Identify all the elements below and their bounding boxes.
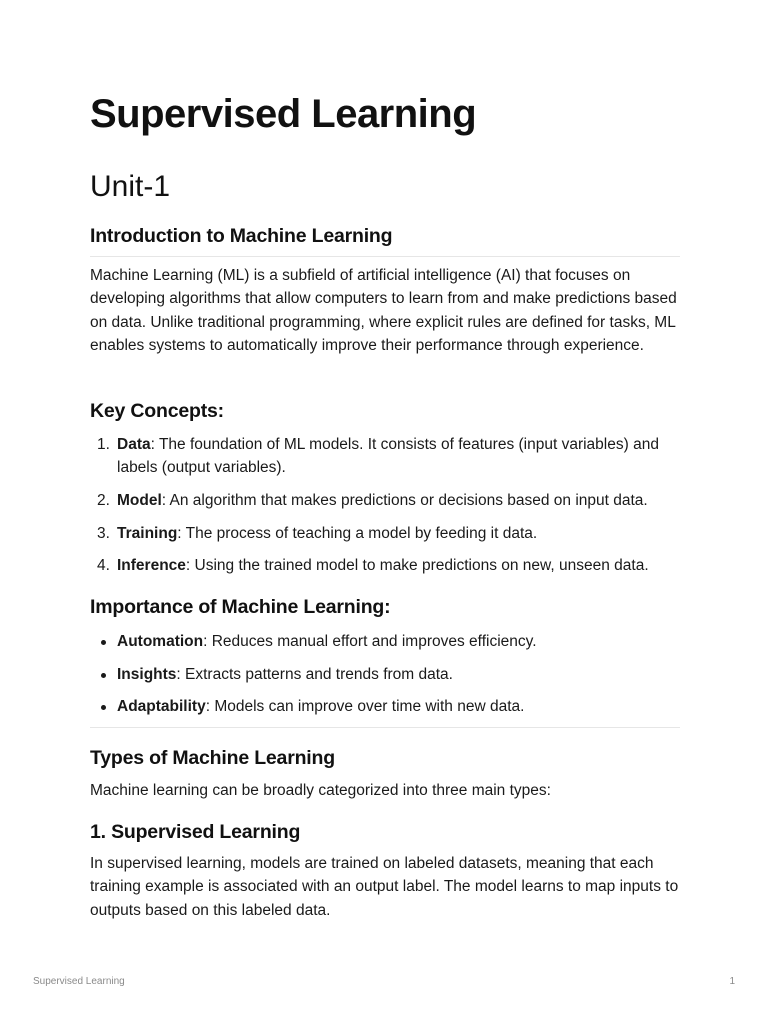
list-item (90, 695, 680, 718)
list-item (90, 522, 680, 555)
intro-body (90, 264, 680, 358)
supervised-heading: 1. Supervised Learning (90, 821, 301, 843)
importance-heading: Importance of Machine Learning: (90, 596, 391, 618)
key-concepts-heading: Key Concepts: (90, 400, 224, 422)
intro-section (90, 225, 680, 248)
list-number: 1. (97, 436, 110, 453)
key-concepts-list (90, 433, 680, 577)
list-text: : Reduces manual effort and improves efficiency. (203, 633, 537, 650)
bullet-dot (101, 673, 106, 678)
list-text: : Models can improve over time with new data. (205, 698, 525, 715)
list-term: Automation (117, 633, 204, 650)
list-text: : The process of teaching a model by feeding it data. (177, 524, 538, 542)
supervised-body (90, 852, 680, 922)
intro-divider (90, 256, 680, 257)
list-item (90, 554, 680, 577)
list-text: : Using the trained model to make predictions on new, unseen data. (185, 557, 649, 574)
importance-list (90, 630, 680, 718)
list-term: Data (117, 436, 151, 453)
document-title: Supervised Learning (90, 92, 477, 136)
list-term: Insights (117, 665, 177, 683)
intro-paragraph: Machine Learning (ML) is a subfield of artificial intelligence (AI) that focuses on developing algorithms that allow computers to learn from and make predictions based on data. Unlike traditional programming, where explicit rules are defined for tasks, ML enables systems to automatically improve their performance through experience. (90, 267, 677, 355)
bullet-dot (101, 705, 106, 710)
types-section (90, 747, 680, 770)
supervised-section (90, 821, 680, 844)
importance-section (90, 596, 680, 619)
unit-heading: Unit-1 (90, 170, 171, 203)
page-number: 1 (729, 976, 735, 987)
list-text: : An algorithm that makes predictions or decisions based on input data. (161, 492, 648, 509)
list-text: : Extracts patterns and trends from data. (176, 665, 453, 683)
key-concepts-section (90, 400, 680, 423)
supervised-paragraph: In supervised learning, models are trained on labeled datasets, meaning that each training example is associated with an output label. The model learns to map inputs to outputs based on this labeled data. (90, 855, 679, 919)
types-heading: Types of Machine Learning (90, 747, 335, 769)
list-number: 3. (97, 524, 110, 542)
list-term: Training (117, 524, 178, 542)
list-item (90, 663, 680, 696)
list-item (90, 630, 680, 663)
section-divider (90, 727, 680, 728)
list-term: Model (117, 492, 162, 509)
list-term: Adaptability (117, 698, 206, 715)
types-body (90, 779, 680, 802)
types-paragraph: Machine learning can be broadly categorized into three main types: (90, 782, 551, 799)
list-text: : The foundation of ML models. It consists of features (input variables) and labels (output variables). (117, 436, 659, 477)
bullet-dot (101, 640, 106, 645)
footer-title: Supervised Learning (33, 976, 125, 987)
list-item (90, 433, 680, 489)
intro-heading: Introduction to Machine Learning (90, 225, 393, 247)
list-term: Inference (117, 557, 186, 574)
list-number: 2. (97, 492, 110, 509)
list-number: 4. (97, 557, 110, 574)
list-item (90, 489, 680, 522)
